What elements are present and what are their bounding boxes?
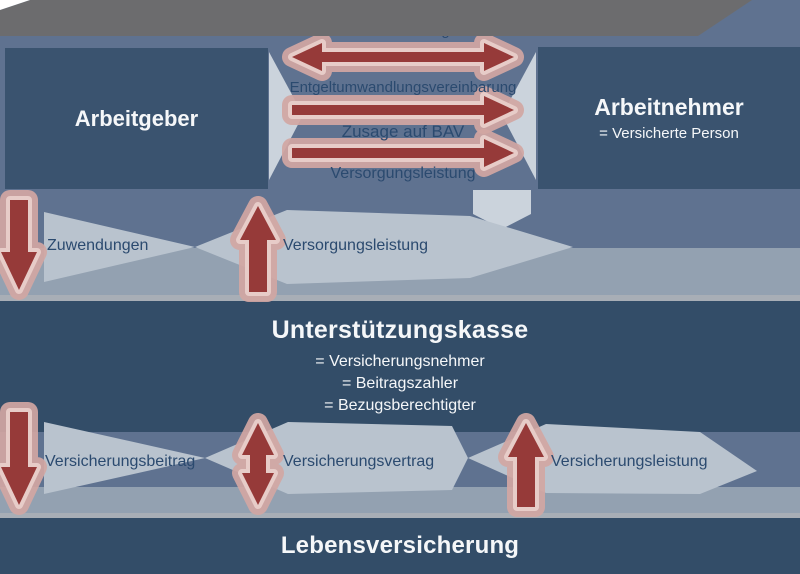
flow-label-versicherungsbeitrag: Versicherungsbeitrag (45, 453, 196, 470)
life-insurer-title: Lebensversicherung (280, 532, 520, 559)
flow-label-entgeltumwandlung: Entgeltumwandlungsvereinbarung (289, 79, 517, 96)
employee-title: Arbeitnehmer (594, 94, 744, 120)
support-fund-role: = Versicherungsnehmer (315, 353, 485, 370)
employer-title: Arbeitgeber (74, 105, 199, 131)
flow-label-zuwendungen: Zuwendungen (47, 237, 149, 254)
flow-label-versorgungsleistung-top: Versorgungsleistung (330, 165, 476, 182)
support-fund-role: = Bezugsberechtigter (324, 397, 476, 414)
employee-subtitle: = Versicherte Person (599, 125, 739, 142)
arrow-down-beitrag-icon (1, 412, 37, 505)
arrow-down-zuwendungen-icon (1, 200, 37, 290)
arrow-right-versorgung-icon (292, 139, 514, 167)
flow-label-versicherungsvertrag: Versicherungsvertrag (283, 453, 435, 470)
flow-label-zusage-bav: Zusage auf BAV (341, 122, 465, 141)
arrow-both-horizontal-icon (292, 43, 514, 71)
arrow-right-zusage-icon (292, 96, 514, 124)
arrow-up-versorgung-icon (240, 206, 276, 292)
arrow-both-vertical-vertrag-icon (242, 423, 274, 505)
flow-label-versorgungsleistung-mid: Versorgungsleistung (283, 237, 428, 254)
header-band (0, 0, 800, 36)
support-fund-title: Unterstützungskasse (271, 316, 529, 344)
flow-label-versicherungsleistung: Versicherungsleistung (551, 453, 708, 470)
support-fund-role: = Beitragszahler (341, 375, 459, 392)
arrow-up-leistung-icon (508, 423, 544, 507)
